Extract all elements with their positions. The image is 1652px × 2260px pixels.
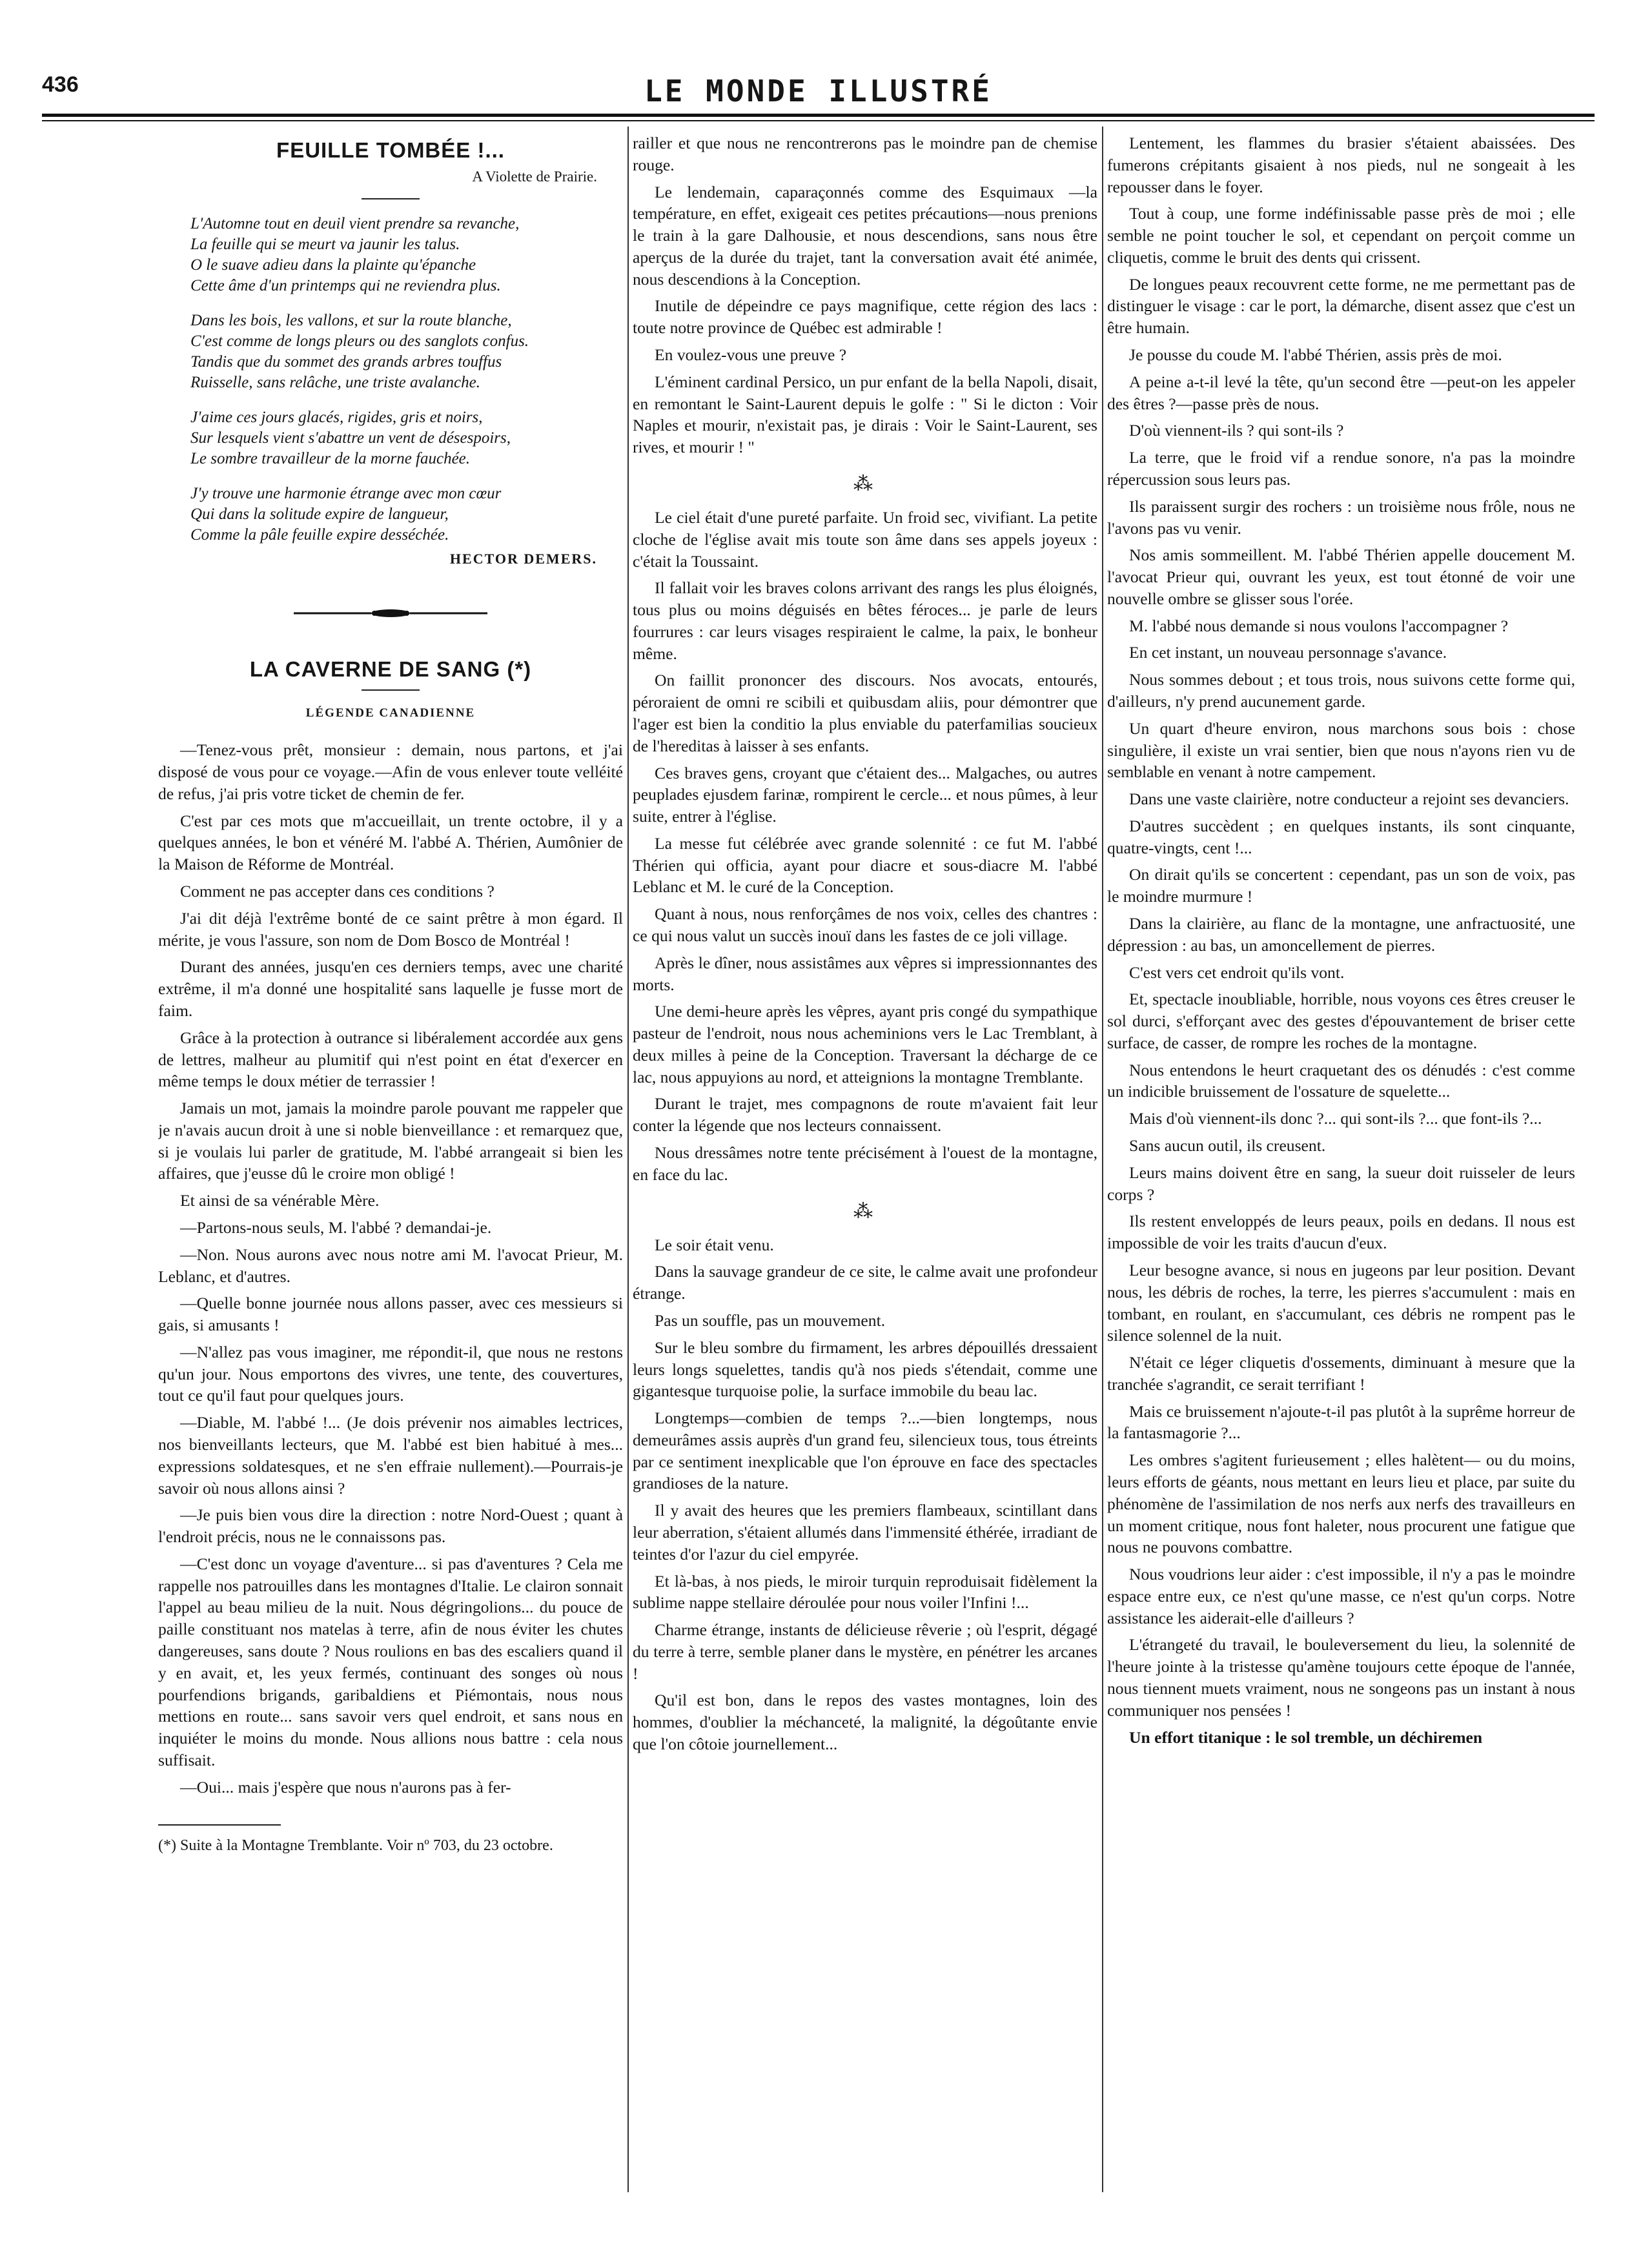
column-divider-2 (1102, 127, 1103, 2192)
paragraph: Qu'il est bon, dans le repos des vastes montagnes, loin des hommes, d'oublier la méchanceté, la malignité, la dégoûtante envie que l'on côtoie journellement... (633, 1691, 1097, 1753)
poem-stanza (190, 310, 623, 393)
paragraph: Un effort titanique : le sol tremble, un déchiremen (1129, 1727, 1483, 1747)
paragraph: D'autres succèdent ; en quelques instants, ils sont cinquante, quatre-vingts, cent !... (1107, 816, 1575, 857)
paragraph: Leur besogne avance, si nous en jugeons par leur position. Devant nous, les débris de roches, la terre, les pierres s'accumulent : mais en tombant, en roulant, en s'accumulant, ces débris ne rompent pas le silence solennel de la nuit. (1107, 1260, 1575, 1345)
paragraph: N'était ce léger cliquetis d'ossements, diminuant à mesure que la tranchée s'agrandit, ce serait terrifiant ! (1107, 1353, 1575, 1394)
paragraph: De longues peaux recouvrent cette forme, ne me permettant pas de distinguer le visage : car le port, la démarche, disent assez que c'est un être humain. (1107, 274, 1575, 338)
story-subtitle: LÉGENDE CANADIENNE (305, 706, 476, 720)
poem-line: J'aime ces jours glacés, rigides, gris et noirs, (190, 408, 483, 426)
poem-line: Sur lesquels vient s'abattre un vent de désespoirs, (190, 429, 511, 447)
poem-author: HECTOR DEMERS. (449, 550, 597, 567)
paragraph: C'est vers cet endroit qu'ils vont. (1129, 962, 1345, 982)
paragraph: Jamais un mot, jamais la moindre parole pouvant me rappeler que je n'avais aucun droit à une si noble bienveillance : et remarquez que, si je voulais lui parler de gratitude, M. l'abbé arrangeait si bien les affaires, que j'eusse dû le croire mon obligé ! (158, 1099, 623, 1183)
poem-line: O le suave adieu dans la plainte qu'épanche (190, 256, 476, 274)
paragraph: L'étrangeté du travail, le bouleversement du lieu, la solennité de l'heure jointe à la tristesse qu'amène toujours cette époque de l'année, nous tiennent muets vraiment, nous ne songeons pas un instant à nous communiquer nos pensées ! (1107, 1635, 1575, 1720)
paragraph: En voulez-vous une preuve ? (655, 345, 847, 365)
paragraph: Le ciel était d'une pureté parfaite. Un froid sec, vivifiant. La petite cloche de l'église avait mis toute son âme dans ses appels joyeux : c'était la Toussaint. (633, 507, 1097, 571)
poem-line: Dans les bois, les vallons, et sur la route blanche, (190, 311, 512, 329)
paragraph: Un quart d'heure environ, nous marchons sous bois : chose singulière, il existe un vrai sentier, bien que nous n'ayons rien vu de semblable en venant à notre campement. (1107, 718, 1575, 782)
poem-stanza (190, 214, 623, 296)
page-header (42, 63, 1595, 108)
poem-line: Cette âme d'un printemps qui ne reviendra plus. (190, 276, 501, 294)
paragraph: Pas un souffle, pas un mouvement. (655, 1310, 886, 1330)
paragraph: Après le dîner, nous assistâmes aux vêpres si impressionnantes des morts. (633, 953, 1097, 994)
paragraph: Durant des années, jusqu'en ces derniers temps, avec une charité extrême, il m'a donné une hospitalité sans laquelle je fusse mort de faim. (158, 957, 623, 1020)
paragraph: Longtemps—combien de temps ?...—bien longtemps, nous demeurâmes assis auprès d'un grand feu, silencieux tous, tous étreints par ce sentiment inexplicable que l'on éprouve en face des spectacles grandioses de la nature. (633, 1409, 1097, 1493)
paragraph: Et, spectacle inoubliable, horrible, nous voyons ces êtres creuser le sol durci, s'efforçant avec des gestes d'épouvantement de briser cette surface, de casser, de rompre les roches de la montagne. (1107, 990, 1575, 1052)
paragraph: Nous sommes debout ; et tous trois, nous suivons cette forme qui, d'ailleurs, n'y prend aucunement garde. (1107, 670, 1575, 711)
paragraph: Ils restent enveloppés de leurs peaux, poils en dedans. Il nous est impossible de voir les traits d'aucun d'eux. (1107, 1212, 1575, 1253)
footnote-divider (158, 1824, 281, 1826)
paragraph: railler et que nous ne rencontrerons pas le moindre pan de chemise rouge. (633, 134, 1097, 174)
paragraph: Sur le bleu sombre du firmament, les arbres dépouillés dressaient leurs longs squelettes, tandis qu'à nos pieds s'étendait, comme une gigantesque turquoise polie, la surface immobile du beau lac. (633, 1338, 1097, 1401)
paragraph: Ils paraissent surgir des rochers : un troisième nous frôle, nous ne l'avons pas vu venir. (1107, 496, 1575, 538)
paragraph: Nous voudrions leur aider : c'est impossible, il n'y a pas le moindre espace entre eux, ce n'est qu'une masse, ce n'est qu'un corps. Notre assistance les aiderait-elle d'ailleurs ? (1107, 1565, 1575, 1627)
paragraph: Charme étrange, instants de délicieuse rêverie ; où l'esprit, dégagé du terre à terre, semble planer dans le mystère, en pénétrer les arcanes ! (633, 1620, 1097, 1683)
paragraph: Durant le trajet, mes compagnons de route m'avaient fait leur conter la légende que nos lecteurs connaissent. (633, 1094, 1097, 1135)
paragraph: Lentement, les flammes du brasier s'étaient abaissées. Des fumerons crépitants gisaient à nos pieds, nul ne songeait à les repousser dans le foyer. (1107, 134, 1575, 196)
paragraph: En cet instant, un nouveau personnage s'avance. (1129, 643, 1447, 662)
paragraph: Il fallait voir les braves colons arrivant des rangs les plus éloignés, tous plus ou moins déguisés en bêtes féroces... je parle de leurs fourrures : car leurs visages respiraient le calme, la paix, le bonheur même. (633, 578, 1097, 663)
paragraph: A peine a-t-il levé la tête, qu'un second être —peut-on les appeler des êtres ?—passe près de nous. (1107, 372, 1575, 413)
paragraph: La terre, que le froid vif a rendue sonore, n'a pas la moindre répercussion sous leurs pas. (1107, 448, 1575, 489)
paragraph: M. l'abbé nous demande si nous voulons l'accompagner ? (1129, 616, 1509, 635)
paragraph: Nous entendons le heurt craquetant des os dénudés : c'est comme un indicible bruissement de l'ossature de squelette... (1107, 1060, 1575, 1101)
paragraph: —Quelle bonne journée nous allons passer, avec ces messieurs si gais, si amusants ! (158, 1294, 623, 1335)
paragraph: —Non. Nous aurons avec nous notre ami M. l'avocat Prieur, M. Leblanc, et d'autres. (158, 1245, 623, 1286)
footnote: (*) Suite à la Montagne Tremblante. Voir nº 703, du 23 octobre. (158, 1837, 553, 1854)
paragraph: C'est par ces mots que m'accueillait, un trente octobre, il y a quelques années, le bon et vénéré M. l'abbé A. Thérien, Aumônier de la Maison de Réforme de Montréal. (158, 811, 623, 874)
story-title: LA CAVERNE DE SANG (*) (249, 657, 532, 681)
paragraph: J'ai dit déjà l'extrême bonté de ce saint prêtre à mon égard. Il mérite, je vous l'assure, son nom de Dom Bosco de Montréal ! (158, 908, 623, 950)
poem-line: L'Automne tout en deuil vient prendre sa revanche, (190, 214, 520, 232)
paragraph: Sans aucun outil, ils creusent. (1129, 1136, 1326, 1155)
section-asterism: ⁂ (853, 473, 877, 494)
poem-line: La feuille qui se meurt va jaunir les talus. (190, 235, 460, 253)
poem-title: FEUILLE TOMBÉE !... (276, 138, 505, 162)
paragraph: Leurs mains doivent être en sang, la sueur doit ruisseler de leurs corps ? (1107, 1163, 1575, 1204)
paragraph: On dirait qu'ils se concertent : cependant, pas un son de voix, pas le moindre murmure ! (1107, 865, 1575, 906)
section-asterism: ⁂ (853, 1200, 877, 1222)
column-3 (1107, 132, 1575, 2224)
paragraph: Les ombres s'agitent furieusement ; elles halètent— ou du moins, leurs efforts de géants, nous mettant en leurs lieu et place, par suite du phénomène de l'assimilation de nos nerfs aux nerfs des travailleurs en un moment critique, nous font haleter, nous procurent une fatigue que nous ne pouvons combattre. (1107, 1451, 1575, 1557)
ornament-divider (158, 600, 623, 626)
poem-stanza (190, 484, 623, 545)
paragraph: Le lendemain, caparaçonnés comme des Esquimaux —la température, en effet, exigeait ces petites précautions—nous prenions le train à la gare Dalhousie, et nous descendions, sans nous être aperçus de la durée du trajet, tant la conversation avait été animée, nous descendions à la Conception. (633, 182, 1097, 289)
paragraph: Dans la sauvage grandeur de ce site, le calme avait une profondeur étrange. (633, 1262, 1097, 1303)
paragraph: Dans la clairière, au flanc de la montagne, une anfractuosité, une dépression : au bas, un amoncellement de pierres. (1107, 914, 1575, 955)
paragraph: Quant à nous, nous renforçâmes de nos voix, celles des chantres : ce qui nous valut un succès inouï dans les fastes de ce joli village. (633, 904, 1097, 945)
paragraph: Mais ce bruissement n'ajoute-t-il pas plutôt à la suprême horreur de la fantasmagorie ?... (1107, 1401, 1575, 1443)
paragraph: Il y avait des heures que les premiers flambeaux, scintillant dans leur aberration, s'étaient allumés dans l'immensité éthérée, irradiant de teintes d'or l'azur du ciel empyrée. (633, 1501, 1097, 1563)
paragraph: Grâce à la protection à outrance si libéralement accordée aux gens de lettres, malheur au plumitif qui n'est point en état d'exercer en même temps le doux métier de terrassier ! (158, 1028, 623, 1091)
paragraph: On faillit prononcer des discours. Nos avocats, entourés, péroraient de omni re scibili et quibusdam aliis, pour démontrer que l'ager est bien la conditio la plus enviable du paterfamilias soucieux de l'hereditas à laisser à ses enfants. (633, 671, 1097, 755)
paragraph: Le soir était venu. (655, 1235, 774, 1254)
paragraph: —Oui... mais j'espère que nous n'aurons pas à fer- (180, 1777, 511, 1797)
paragraph: Tout à coup, une forme indéfinissable passe près de moi ; elle semble ne point toucher le sol, et cependant on perçoit comme un cliquetis, comme le bruit des dents qui crissent. (1107, 204, 1575, 267)
paragraph: —Diable, M. l'abbé !... (Je dois prévenir nos aimables lectrices, nos bienveillants lecteurs, que M. l'abbé est bien habitué à mes... expressions soldatesques, et ne s'en effraie nullement).—Pourrais-je savoir où nous allons ainsi ? (158, 1413, 623, 1498)
paragraph: Une demi-heure après les vêpres, ayant pris congé du sympathique pasteur de l'endroit, nous nous acheminions vers le Lac Tremblant, à deux milles à peine de la Conception. Traversant la décharge de ce lac, nous appuyions au nord, et atteignions la montagne Tremblante. (633, 1002, 1097, 1086)
column-1 (158, 132, 623, 2224)
poem-dedication: A Violette de Prairie. (472, 168, 597, 185)
paragraph: —C'est donc un voyage d'aventure... si pas d'aventures ? Cela me rappelle nos patrouilles dans les montagnes d'Italie. Le clairon sonnait l'appel au beau milieu de la nuit. Nous dégringolions... du pouce de paille constituant nos matelas à terre, afin de nous éviter les chutes dangereuses, sans doute ? Nous roulions en bas des escaliers quand il y en avait, et, les yeux fermés, continuant des songes où nous pourfendions brigands, garibaldiens et Piémontais, nous nous mettions en route... sans savoir vers quel endroit, et sans nous en inquiéter le moins du monde. Nous allions nous battre : cela nous suffisait. (158, 1554, 623, 1769)
paragraph: Comment ne pas accepter dans ces conditions ? (180, 882, 495, 901)
paragraph: Et ainsi de sa vénérable Mère. (180, 1191, 380, 1210)
poem-line: Comme la pâle feuille expire desséchée. (190, 525, 449, 544)
paragraph: Et là-bas, à nos pieds, le miroir turquin reproduisait fidèlement la sublime nappe stellaire déroulée pour nous voiler l'Infini !... (633, 1571, 1097, 1613)
column-2 (633, 132, 1097, 2224)
poem-line: C'est comme de longs pleurs ou des sanglots confus. (190, 332, 529, 350)
column-divider-1 (627, 127, 629, 2192)
paragraph: Inutile de dépeindre ce pays magnifique, cette région des lacs : toute notre province de Québec est admirable ! (633, 296, 1097, 338)
paragraph: —Tenez-vous prêt, monsieur : demain, nous partons, et j'ai disposé de vous pour ce voyage.—Afin de vous enlever toute velléité de refus, j'ai pris votre ticket de chemin de fer. (158, 740, 623, 803)
poem-line: Ruisselle, sans relâche, une triste avalanche. (190, 373, 480, 391)
paragraph: L'éminent cardinal Persico, un pur enfant de la bella Napoli, disait, en remontant le Saint-Laurent depuis le golfe : " Si le dicton : Voir Naples et mourir, n'existait pas, je dirais : Voir le Saint-Laurent, ses rives, et mourir ! " (633, 372, 1097, 457)
page-number: 436 (42, 72, 79, 97)
poem-divider (362, 198, 420, 199)
paragraph: —N'allez pas vous imaginer, me répondit-il, que nous ne restons qu'un jour. Nous emportons des vivres, une tente, des couvertures, tout ce qu'il faut pour quelques jours. (158, 1342, 623, 1405)
poem-line: Le sombre travailleur de la morne fauchée. (190, 449, 471, 467)
story-text-col1 (158, 739, 623, 1798)
paragraph: D'où viennent-ils ? qui sont-ils ? (1129, 421, 1344, 440)
paragraph: —Partons-nous seuls, M. l'abbé ? demandai-je. (180, 1217, 492, 1237)
header-rule-thin (42, 120, 1595, 121)
paragraph: Ces braves gens, croyant que c'étaient des... Malgaches, ou autres peuplades ejusdem farinæ, rompirent le cercle... et nous pûmes, à leur suite, entrer à l'église. (633, 763, 1097, 826)
paragraph: —Je puis bien vous dire la direction : notre Nord-Ouest ; quant à l'endroit précis, nous ne le connaissons pas. (158, 1505, 623, 1547)
paragraph: Dans une vaste clairière, notre conducteur a rejoint ses devanciers. (1129, 789, 1569, 809)
poem-body (158, 214, 623, 545)
paragraph: Nos amis sommeillent. M. l'abbé Thérien appelle doucement M. l'avocat Prieur qui, ouvrant les yeux, est tout étonné de voir une nouvelle ombre se glisser sous l'orée. (1107, 545, 1575, 608)
paragraph: Nous dressâmes notre tente précisément à l'ouest de la montagne, en face du lac. (633, 1143, 1097, 1184)
poem-line: Tandis que du sommet des grands arbres touffus (190, 352, 502, 371)
poem-line: J'y trouve une harmonie étrange avec mon cœur (190, 484, 502, 502)
poem-stanza (190, 407, 623, 469)
paragraph: Mais d'où viennent-ils donc ?... qui sont-ils ?... que font-ils ?... (1129, 1109, 1542, 1128)
story-title-divider (362, 689, 420, 691)
poem-line: Qui dans la solitude expire de langueur, (190, 505, 449, 523)
masthead-title: LE MONDE ILLUSTRÉ (644, 74, 992, 108)
paragraph: La messe fut célébrée avec grande solennité : ce fut M. l'abbé Thérien qui officia, ayant pour diacre et sous-diacre M. l'abbé Leblanc et M. le curé de la Conception. (633, 833, 1097, 897)
header-rule-thick (42, 114, 1595, 117)
paragraph: Je pousse du coude M. l'abbé Thérien, assis près de moi. (1129, 345, 1502, 365)
